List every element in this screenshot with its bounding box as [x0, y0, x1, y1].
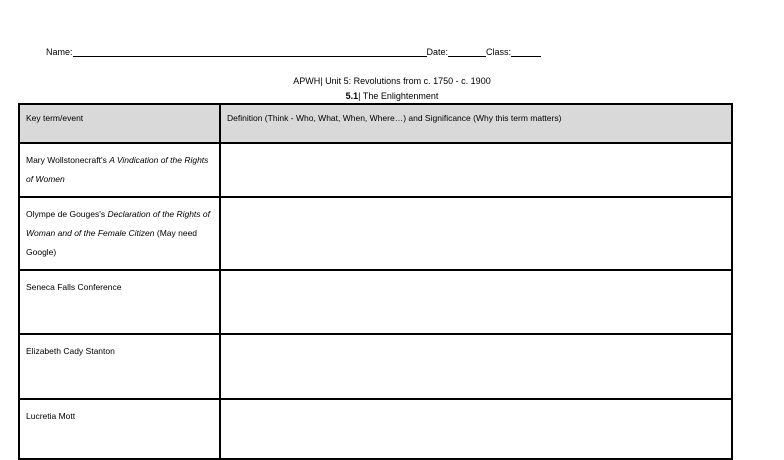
definition-cell[interactable] [220, 143, 732, 197]
class-field[interactable] [511, 47, 541, 57]
definition-cell[interactable] [220, 197, 732, 270]
term-text: Seneca Falls Conference [26, 282, 122, 292]
date-label: Date: [426, 47, 449, 57]
table-row [19, 143, 732, 197]
term-text: Elizabeth Cady Stanton [26, 346, 115, 356]
section-name: | The Enlightenment [358, 91, 439, 101]
definition-cell[interactable] [220, 399, 732, 459]
table-row [19, 197, 732, 270]
name-field[interactable] [73, 47, 427, 57]
term-title-italic: Declaration of the Rights of Woman and of the Female Citizen [26, 209, 210, 238]
definition-cell[interactable] [220, 334, 732, 399]
key-terms-table [18, 103, 733, 460]
key-term-cell [19, 334, 220, 399]
term-text: Lucretia Mott [26, 411, 76, 421]
definition-cell[interactable] [220, 270, 732, 334]
term-title-italic: A Vindication of the Rights of Women [26, 155, 209, 184]
key-term-cell [19, 143, 220, 197]
section-number: 5.1 [345, 91, 359, 101]
key-term-cell [19, 270, 220, 334]
class-label: Class: [486, 47, 512, 57]
date-field[interactable] [448, 47, 486, 57]
worksheet-title: APWH| Unit 5: Revolutions from c. 1750 - c. 1900 [293, 76, 491, 86]
key-term-cell [19, 197, 220, 270]
term-text: Olympe de Gouges's [26, 209, 108, 219]
table-row [19, 399, 732, 459]
term-text: Mary Wollstonecraft's [26, 155, 110, 165]
term-note: (May need Google) [26, 228, 198, 257]
definition-header: Definition (Think - Who, What, When, Where…) and Significance (Why this term matters) [220, 104, 732, 143]
table-row [19, 334, 732, 399]
name-label: Name: [46, 47, 73, 57]
worksheet-subtitle [0, 91, 784, 101]
table-row [19, 270, 732, 334]
student-info-line [46, 47, 541, 57]
key-term-cell [19, 399, 220, 459]
key-term-header: Key term/event [19, 104, 220, 143]
table-header-row [19, 104, 732, 143]
